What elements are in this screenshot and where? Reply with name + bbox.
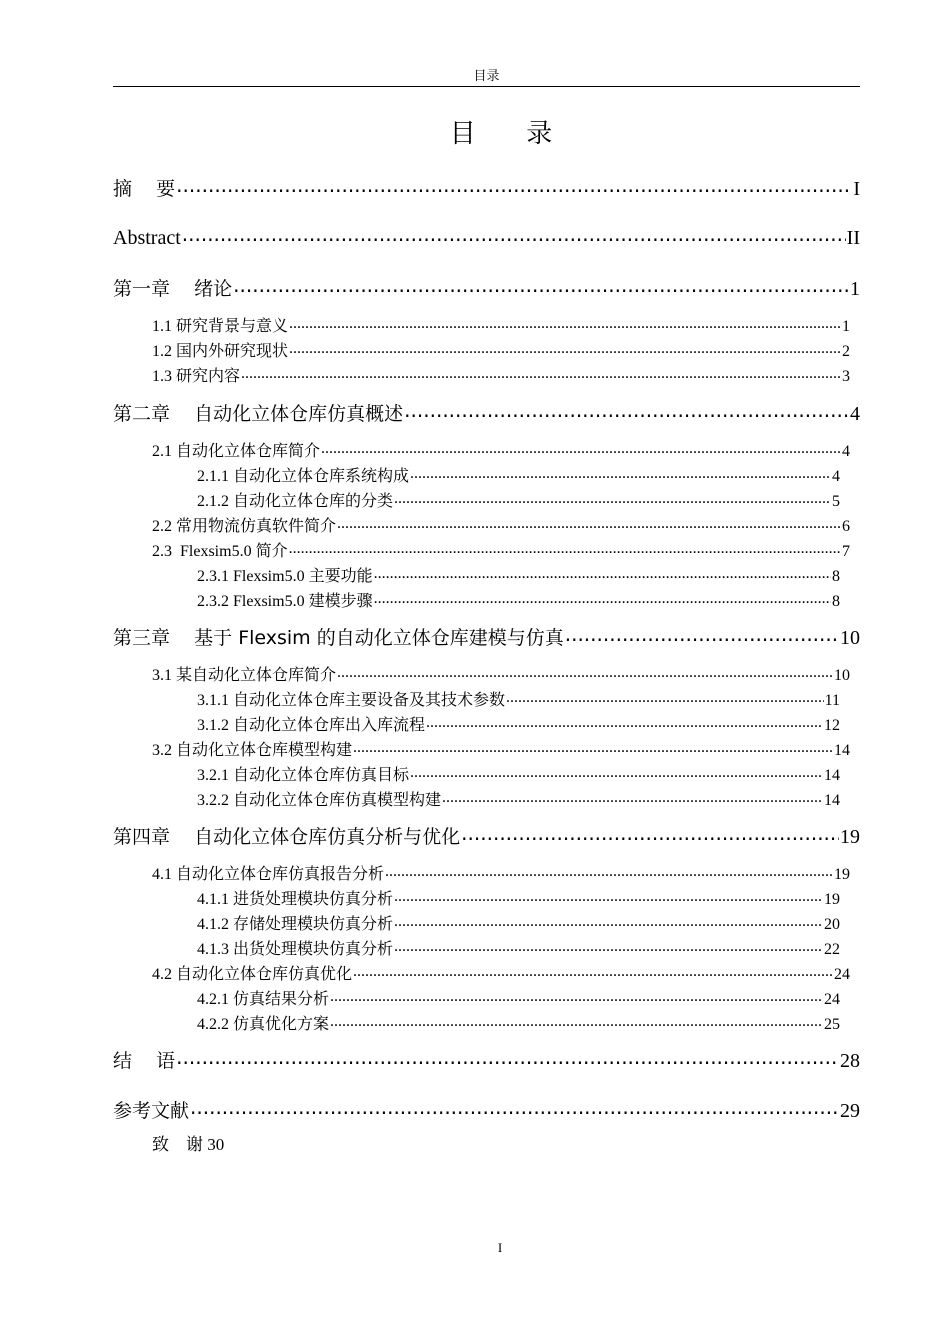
toc-entry[interactable]	[152, 538, 850, 558]
toc-entry[interactable]	[113, 224, 860, 250]
toc-entry-label: 2.1 自动化立体仓库简介	[152, 443, 321, 460]
toc-entry-label: 4.1.3 出货处理模块仿真分析	[197, 941, 394, 958]
toc-entry-label: 1.3 研究内容	[152, 368, 241, 385]
dot-leader	[506, 689, 824, 705]
dot-leader	[394, 938, 823, 954]
running-header: 目录	[113, 66, 860, 87]
dot-leader	[176, 1047, 839, 1067]
toc-entry-page-number: 10	[834, 667, 850, 684]
dot-leader	[353, 739, 833, 755]
toc-entry-acknowledgement[interactable]: 致 谢 30	[152, 1135, 225, 1154]
toc-entry-label: 3.2.1 自动化立体仓库仿真目标	[197, 767, 410, 784]
toc-entry-page-number: 24	[824, 991, 840, 1008]
toc-entry-page-number: 22	[824, 941, 840, 958]
toc-entry[interactable]	[197, 762, 840, 782]
page-number: I	[497, 1240, 503, 1255]
dot-leader	[289, 340, 841, 356]
toc-entry[interactable]	[152, 438, 850, 458]
toc-entry-label: 1.2 国内外研究现状	[152, 343, 289, 360]
toc-entry[interactable]	[113, 174, 860, 200]
toc-entry-page-number: 11	[824, 692, 840, 709]
toc-entry-label: 2.1.2 自动化立体仓库的分类	[197, 493, 394, 510]
dot-leader	[410, 465, 831, 481]
toc-entry-page-number: 28	[840, 1050, 860, 1072]
dot-leader	[426, 714, 823, 730]
toc-entry-page-number: 7	[842, 543, 850, 560]
toc-entry-label: 3.2 自动化立体仓库模型构建	[152, 742, 353, 759]
toc-entry-label: 2.1.1 自动化立体仓库系统构成	[197, 468, 410, 485]
toc-entry[interactable]	[197, 563, 840, 583]
toc-entry[interactable]	[197, 687, 840, 707]
dot-leader	[404, 400, 849, 420]
toc-entry-page-number: 8	[832, 593, 840, 610]
toc-entry-page-number: 14	[834, 742, 850, 759]
toc-entry-page-number: II	[846, 227, 860, 249]
toc-entry[interactable]	[197, 886, 840, 906]
toc-entry-label: 结 语	[113, 1050, 176, 1072]
toc-entry[interactable]	[152, 338, 850, 358]
dot-leader	[394, 913, 823, 929]
dot-leader	[385, 863, 833, 879]
toc-entry-label: 3.1.1 自动化立体仓库主要设备及其技术参数	[197, 692, 506, 709]
toc-entry-label: 3.2.2 自动化立体仓库仿真模型构建	[197, 792, 442, 809]
dot-leader	[374, 565, 831, 581]
toc-entry[interactable]	[113, 1046, 860, 1072]
toc-entry-label: 4.1 自动化立体仓库仿真报告分析	[152, 866, 385, 883]
toc-entry[interactable]	[152, 313, 850, 333]
toc-entry-page-number: 1	[850, 278, 860, 300]
toc-entry[interactable]	[197, 911, 840, 931]
dot-leader	[565, 624, 839, 644]
dot-leader	[442, 789, 823, 805]
toc-entry[interactable]	[152, 662, 850, 682]
toc-entry-label: 4.2 自动化立体仓库仿真优化	[152, 966, 353, 983]
toc-entry[interactable]	[197, 936, 840, 956]
toc-entry-page-number: 19	[824, 891, 840, 908]
toc-entry[interactable]	[197, 787, 840, 807]
toc-entry-page-number: 3	[842, 368, 850, 385]
dot-leader	[394, 490, 831, 506]
toc-entry-page-number: 6	[842, 518, 850, 535]
toc-entry-label: 3.1.2 自动化立体仓库出入库流程	[197, 717, 426, 734]
toc-entry-page-number: 24	[834, 966, 850, 983]
dot-leader	[233, 275, 849, 295]
toc-entry-page-number: 20	[824, 916, 840, 933]
dot-leader	[353, 963, 833, 979]
dot-leader	[394, 888, 823, 904]
toc-title: 目 录	[449, 119, 575, 148]
toc-entry-page-number: 19	[840, 826, 860, 848]
toc-entry-label: 第二章 自动化立体仓库仿真概述	[113, 403, 404, 425]
toc-entry[interactable]	[152, 961, 850, 981]
dot-leader	[410, 764, 823, 780]
dot-leader	[176, 175, 852, 195]
toc-entry[interactable]	[197, 588, 840, 608]
toc-entry-label: 摘 要	[113, 178, 176, 200]
toc-entry-label: 4.2.1 仿真结果分析	[197, 991, 330, 1008]
toc-entry-label: 2.3.2 Flexsim5.0 建模步骤	[197, 593, 373, 610]
toc-entry-label: 2.3 Flexsim5.0 简介	[152, 543, 288, 560]
dot-leader	[321, 440, 841, 456]
toc-entry[interactable]	[113, 623, 860, 649]
toc-entry[interactable]	[152, 513, 850, 533]
toc-entry-page-number: 2	[842, 343, 850, 360]
toc-entry-page-number: 12	[824, 717, 840, 734]
toc-entry[interactable]	[113, 1096, 860, 1122]
toc-entry-label: 2.3.1 Flexsim5.0 主要功能	[197, 568, 373, 585]
toc-entry[interactable]	[197, 488, 840, 508]
toc-entry-page-number: 10	[840, 627, 860, 649]
dot-leader	[461, 823, 839, 843]
toc-entry-label: 2.2 常用物流仿真软件简介	[152, 518, 337, 535]
dot-leader	[190, 1097, 839, 1117]
toc-entry-label: 第一章 绪论	[113, 278, 233, 300]
toc-entry[interactable]	[152, 861, 850, 881]
toc-entry-page-number: 4	[842, 443, 850, 460]
toc-entry-page-number: 4	[850, 403, 860, 425]
toc-entry-page-number: 29	[840, 1100, 860, 1122]
dot-leader	[241, 365, 841, 381]
toc-entry[interactable]	[113, 399, 860, 425]
toc-entry[interactable]	[152, 363, 850, 383]
dot-leader	[289, 315, 841, 331]
toc-entry[interactable]	[197, 463, 840, 483]
toc-entry-page-number: 4	[832, 468, 840, 485]
dot-leader	[182, 224, 846, 244]
toc-entry-label: 第四章 自动化立体仓库仿真分析与优化	[113, 826, 461, 848]
toc-entry[interactable]	[197, 1011, 840, 1031]
toc-entry-label: 4.1.1 进货处理模块仿真分析	[197, 891, 394, 908]
toc-entry-page-number: 5	[832, 493, 840, 510]
toc-entry-page-number: 8	[832, 568, 840, 585]
toc-entry-label: 4.2.2 仿真优化方案	[197, 1016, 330, 1033]
toc-entry-page-number: 25	[824, 1016, 840, 1033]
toc-entry-label: 4.1.2 存储处理模块仿真分析	[197, 916, 394, 933]
toc-entry[interactable]	[197, 986, 840, 1006]
toc-entry-page-number: 19	[834, 866, 850, 883]
toc-entry-label: Abstract	[113, 227, 181, 249]
toc-entry[interactable]	[152, 737, 850, 757]
toc-entry-page-number: 14	[824, 792, 840, 809]
toc-entry-label: 第三章 基于 Flexsim 的自动化立体仓库建模与仿真	[113, 627, 564, 649]
dot-leader	[289, 540, 841, 556]
dot-leader	[374, 590, 831, 606]
toc-entry-label: 3.1 某自动化立体仓库简介	[152, 667, 337, 684]
toc-entry-label: 参考文献	[113, 1100, 190, 1122]
dot-leader	[337, 664, 833, 680]
toc-entry-page-number: 1	[842, 318, 850, 335]
toc-entry[interactable]	[113, 822, 860, 848]
dot-leader	[337, 515, 841, 531]
toc-entry-label: 1.1 研究背景与意义	[152, 318, 289, 335]
dot-leader	[330, 1013, 823, 1029]
toc-entry[interactable]	[113, 274, 860, 300]
toc-entry[interactable]	[197, 712, 840, 732]
toc-entry-page-number: 14	[824, 767, 840, 784]
toc-entry-page-number: I	[853, 178, 860, 200]
dot-leader	[330, 988, 823, 1004]
